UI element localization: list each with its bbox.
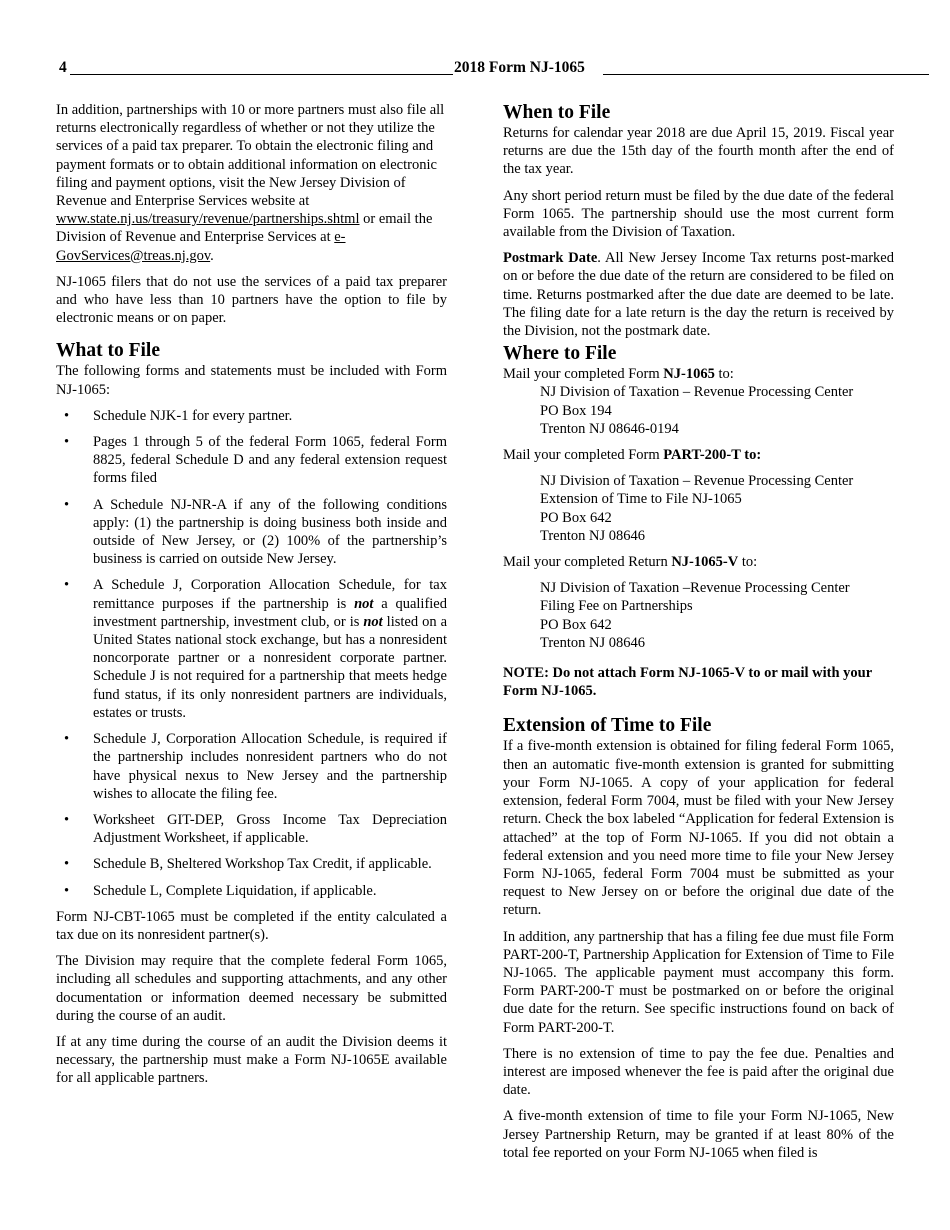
address-line: Trenton NJ 08646-0194 [540,420,679,437]
address-line: Trenton NJ 08646 [540,634,646,651]
what-to-file-intro: The following forms and statements must be included with Form NJ-1065: [56,363,447,398]
partnerships-website-link[interactable]: www.state.nj.us/treasury/revenue/partnerships.shtml [56,211,360,228]
address-line: Filing Fee on Partnerships [540,598,693,615]
address-line: Trenton NJ 08646 [540,527,646,544]
page-number: 4 [59,59,67,76]
audit-paragraph: If at any time during the course of an audit the Division deems it necessary, the partnership must make a Form NJ-1065E available for all applicable partners. [56,1033,447,1087]
extension-paragraph-1: If a five-month extension is obtained for filing federal Form 1065, then an automatic five-month extension is granted for submitting your Form NJ-1065. A copy of your application for federal extension, federal Form 7004, must be filed with your New Jersey return. Check the box labeled “Application for federal Extension is attached” at the top of Form NJ-1065. If you did not obtain a federal extension and you need more time to file your New Jersey Form NJ-1065, federal Form 7004 must be submitted as your request to New Jersey on or before the original due date of the return. [503,738,894,919]
address-block-2 [503,472,894,545]
paper-option-paragraph: NJ-1065 filers that do not use the services of a paid tax preparer and who have less than 10 partners have the option to file by electronic means or on paper. [56,273,447,327]
address-line: NJ Division of Taxation – Revenue Processing Center [540,384,854,401]
extension-paragraph-4: A five-month extension of time to file your Form NJ-1065, New Jersey Partnership Return, may be granted if at least 80% of the total fee reported on your Form NJ-1065 when filed is [503,1108,894,1161]
page-header [59,58,869,80]
postmark-label: Postmark Date [503,250,598,267]
postmark-text: . All New Jersey Income Tax returns post-marked on or before the due date of the return are considered to be filed on time. Returns postmarked after the due date are deemed to be late. The filing date for a late return is the day the return is received by the Division, not the postmark date. [503,250,894,340]
list-item: • Worksheet GIT-DEP, Gross Income Tax Depreciation Adjustment Worksheet, if applicable. [56,811,447,847]
extension-paragraph-3: There is no extension of time to pay the fee due. Penalties and interest are imposed whenever the fee is paid after the original due date. [503,1045,894,1099]
list-item-text: a qualified investment partnership, investment club, or is [93,595,447,630]
list-item-text: A Schedule J, Corporation Allocation Schedule, for tax remittance purposes if the partnership is [93,577,447,612]
form-name: NJ-1065 [663,366,715,383]
when-paragraph-1: Returns for calendar year 2018 are due April 15, 2019. Fiscal year returns are due the 15th day of the fourth month after the end of the tax year. [503,125,894,178]
address-line: Extension of Time to File NJ-1065 [540,491,742,508]
mail-instruction-1 [503,365,894,383]
mail-instruction-2 [503,446,894,464]
list-item: • Schedule J, Corporation Allocation Schedule, is required if the partnership includes nonresident partners who do not have physical nexus to New Jersey and the partnership wishes to allocate the filing fee. [56,730,447,803]
note-paragraph: NOTE: Do not attach Form NJ-1065-V to or mail with your Form NJ-1065. [503,665,872,700]
form-name: NJ-1065-V [671,554,739,571]
when-paragraph-2: Any short period return must be filed by the due date of the federal Form 1065. The partnership should use the most current form available from the Division of Taxation. [503,187,894,241]
intro-text-2: or email the Division of Revenue and Enterprise Services at [56,211,433,246]
what-to-file-list [56,407,447,900]
header-rule-right [603,74,929,75]
address-line: NJ Division of Taxation – Revenue Processing Center [540,473,854,490]
extension-paragraph-2: In addition, any partnership that has a filing fee due must file Form PART-200-T, Partnership Application for Extension of Time to File NJ-1065. The applicable payment must accompany this form. Form PART-200-T must be postmarked on or before the original due date for the return. See specific instructions found on back of Form PART-200-T. [503,928,894,1036]
emphasis-not: not [363,613,383,630]
address-block-3 [503,579,894,652]
list-item-text: listed on a United States national stock exchange, but has a nonresident noncorporate partner or a nonresident corporate partner. Schedule J is not required for a partnership that meets hedge fund status, if its only nonresident partners are individuals, estates or trusts. [93,613,448,721]
mail-text: Mail your completed Form [503,366,664,383]
what-to-file-heading: What to File [56,340,160,362]
mail-text: Mail your completed Return [503,554,672,571]
address-line: NJ Division of Taxation –Revenue Processing Center [540,580,850,597]
mail-text: to: [738,554,758,571]
right-column [503,101,894,1170]
list-item: • A Schedule NJ-NR-A if any of the following conditions apply: (1) the partnership is doing business both inside and outside of New Jersey, or (2) 100% of the partnership’s business is carried on outside New Jersey. [56,496,447,569]
mail-text: to: [714,366,734,383]
list-item: • Schedule L, Complete Liquidation, if applicable. [56,882,447,900]
address-line: PO Box 642 [540,616,612,633]
intro-paragraph [56,101,447,265]
division-paragraph: The Division may require that the complete federal Form 1065, including all schedules and supporting attachments, and any other documentation or information deemed necessary be submitted during the course of an audit. [56,953,447,1024]
list-item: • Schedule B, Sheltered Workshop Tax Credit, if applicable. [56,855,447,873]
extension-heading: Extension of Time to File [503,715,712,737]
egov-email-link[interactable]: e-GovServices@treas.nj.gov [56,229,346,264]
mail-instruction-3 [503,553,894,571]
left-column [56,101,447,1096]
list-item [56,576,447,722]
address-block-1 [503,383,894,438]
emphasis-not: not [354,595,374,612]
intro-text: In addition, partnerships with 10 or more partners must also file all returns electronically regardless of whether or not they utilize the services of a paid tax preparer. To obtain the electronic filing and payment formats or to obtain additional information on electronic filing and payment options, visit the New Jersey Division of Revenue and Enterprise Services website at [56,102,445,210]
where-to-file-heading: Where to File [503,343,617,365]
page-title: 2018 Form NJ-1065 [454,59,585,76]
header-rule-left [70,74,453,75]
postmark-paragraph [503,249,894,340]
form-name: PART-200-T to: [663,447,762,464]
address-line: PO Box 642 [540,509,612,526]
list-item: • Pages 1 through 5 of the federal Form 1065, federal Form 8825, federal Schedule D and any federal extension request forms filed [56,433,447,488]
when-to-file-heading: When to File [503,102,611,123]
address-line: PO Box 194 [540,402,612,419]
intro-text-3: . [210,247,214,264]
cbt-paragraph: Form NJ-CBT-1065 must be completed if the entity calculated a tax due on its nonresident partner(s). [56,908,447,943]
mail-text: Mail your completed Form [503,447,664,464]
list-item: • Schedule NJK-1 for every partner. [56,407,447,425]
